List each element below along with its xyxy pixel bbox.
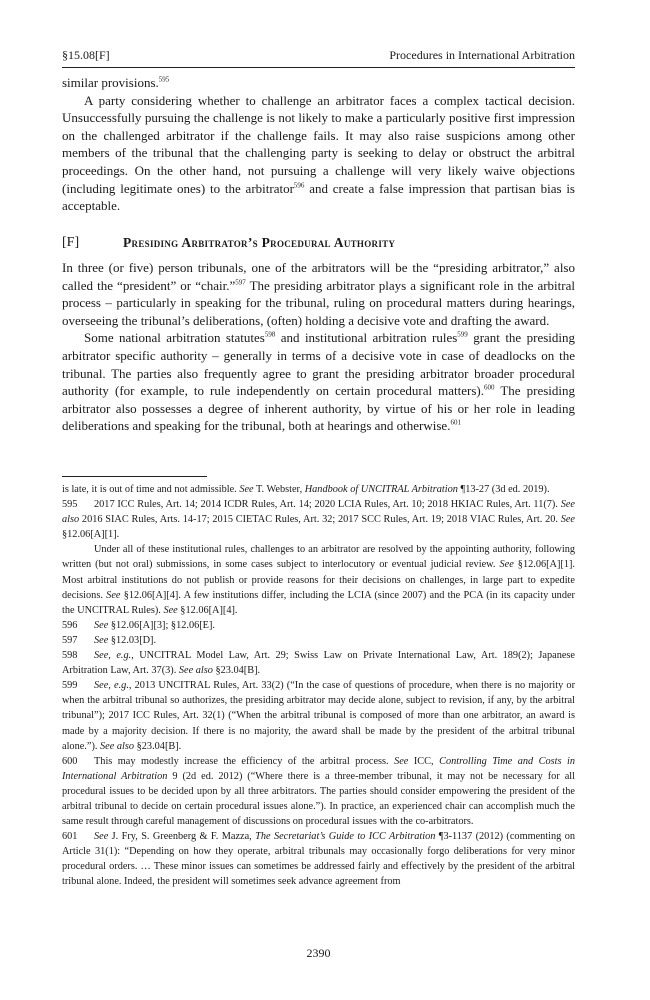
footnote-number: 595 xyxy=(62,499,78,511)
section-number: [F] xyxy=(62,235,80,250)
footnote-595-continued: Under all of these institutional rules, challenges to an arbitrator are resolved by the appointing authority, following written (but not oral) submissions, in some cases subject to interlocutory or eventual judicial review. See §12.06[A][1]. Most arbitral institutions do not publish or provide reasons for their decisions on challenges, in large part to expedite decisions. See §12.06[A][4]. A few institutions differ, including the LCIA (since 2007) and the PCA (in its capacity under the UNCITRAL Rules). See §12.06[A][4]. xyxy=(62,544,575,616)
footnote-number: 600 xyxy=(62,755,78,767)
footnote-number: 597 xyxy=(62,634,78,646)
body-text-top xyxy=(62,74,575,215)
paragraph-continuation: similar provisions.$^{595}$ xyxy=(62,75,170,90)
footnote-rule xyxy=(62,476,207,477)
footnote-597: 597 See §12.03[D]. xyxy=(62,633,575,648)
footnote-600: 600 This may modestly increase the efficiency of the arbitral process. See ICC, Controlling Time and Costs in International Arbitration 9 (2d ed. 2012) (“Where there is a three-member tribunal, it may not be necessary for all procedural issues to be decided upon by all three arbitrators. The parties should consider empowering the president of the arbitral tribunal to decide on certain procedural issues alone.”). In practice, an experienced chair can accomplish much the same result through careful management of discussions on procedural issues with the co-arbitrators. xyxy=(62,755,575,828)
paragraph-presiding-authority: Some national arbitration statutes$^{598}$ and institutional arbitration rules$^{599}$ grant the presiding arbitrator specific authority – generally in terms of a decisive vote in case of deadlocks on the tribunal. The parties also frequently agree to grant the presiding arbitrator broader procedural authority (for example, to rule independently on certain procedural matters).$^{600}$ The presiding arbitrator also possesses a degree of inherent authority, by virtue of his or her role in leading deliberations and speaking for the tribunal, both at hearings and otherwise.$^{601}$ xyxy=(62,330,575,434)
footnote-595: 595 2017 ICC Rules, Art. 14; 2014 ICDR Rules, Art. 14; 2020 LCIA Rules, Art. 10; 2018 HKIAC Rules, Art. 11(7). See also 2016 SIAC Rules, Arts. 14-17; 2015 CIETAC Rules, Art. 32; 2017 SCC Rules, Art. 19; 2018 VIAC Rules, Art. 20. See §12.06[A][1]. xyxy=(62,499,575,541)
footnote-carryover: is late, it is out of time and not admissible. See T. Webster, Handbook of UNCITRAL Arbitration ¶13-27 (3d ed. 2019). xyxy=(62,484,550,495)
footnotes xyxy=(62,482,575,890)
footnote-599: 599 See, e.g., 2013 UNCITRAL Rules, Art. 33(2) (“In the case of questions of procedure, when there is no majority or when the arbitral tribunal so authorizes, the presiding arbitrator may decide alone, subject to revision, if any, by the arbitral tribunal”); 2017 ICC Rules, Art. 32(1) (“When the arbitral tribunal is composed of more than one arbitrator, an award is made by a majority decision. If there is no majority, the award shall be made by the president of the arbitral tribunal alone.”). See also §23.04[B]. xyxy=(62,680,575,752)
footnote-number: 596 xyxy=(62,619,78,631)
footnote-ref-596: 596 xyxy=(293,181,305,190)
paragraph-presiding-role: In three (or five) person tribunals, one of the arbitrators will be the “presiding arbitrator,” also called the “president” or “chair.”$^{597}$ The presiding arbitrator plays a significant role in the arbitral process – particularly in speaking for the tribunal, ruling on procedural matters during hearings, overseeing the tribunal’s deliberations, (often) holding a decisive vote and drafting the award. xyxy=(62,260,575,328)
header-rule xyxy=(62,67,575,68)
section-reference: §15.08[F] xyxy=(62,48,110,62)
running-head xyxy=(62,47,575,65)
footnote-ref-598: 598 xyxy=(264,331,276,340)
section-title: Presiding Arbitrator’s Procedural Authority xyxy=(123,235,396,250)
body-text-bottom xyxy=(62,259,575,435)
footnote-number: 598 xyxy=(62,650,78,662)
footnote-596: 596 See §12.06[A][3]; §12.06[E]. xyxy=(62,618,575,633)
footnote-598: 598 See, e.g., UNCITRAL Model Law, Art. 29; Swiss Law on Private International Law, Art. 189(2); Japanese Arbitration Law, Art. 37(3). See also §23.04[B]. xyxy=(62,650,575,677)
footnote-ref-599: 599 xyxy=(457,331,468,340)
running-title: Procedures in International Arbitration xyxy=(389,48,575,62)
footnote-ref-595: 595 xyxy=(158,75,170,84)
footnote-number: 601 xyxy=(62,831,78,843)
paragraph-challenge-tactics: A party considering whether to challenge an arbitrator faces a complex tactical decision. Unsuccessfully pursuing the challenge is not likely to make a particularly positive first impression on the challenged arbitrator if the challenge fails. It may also raise suspicions among other members of the tribunal that the challenging party is seeking to delay or obstruct the arbitral proceedings. On the other hand, not pursuing a challenge will very likely waive objections (including legitimate ones) to the arbitrator$^{596}$ and create a false impression that partisan bias is acceptable. xyxy=(62,92,575,214)
footnote-ref-597: 597 xyxy=(235,278,246,287)
footnote-ref-601: 601 xyxy=(450,419,461,428)
footnote-601: 601 See J. Fry, S. Greenberg & F. Mazza, The Secretariat’s Guide to ICC Arbitration ¶3-1137 (2012) (commenting on Article 31(1): “Depending on how they operate, arbitral tribunals may occasionally forgo deliberations for very minor procedural orders. … These minor issues can sometimes be addressed fairly and effectively by the president of the arbitral tribunal alone. Indeed, the president will sometimes seek advance agreement from xyxy=(62,831,575,888)
footnote-number: 599 xyxy=(62,680,78,692)
page-number: 2390 xyxy=(306,946,331,960)
footnote-ref-600: 600 xyxy=(484,383,495,392)
